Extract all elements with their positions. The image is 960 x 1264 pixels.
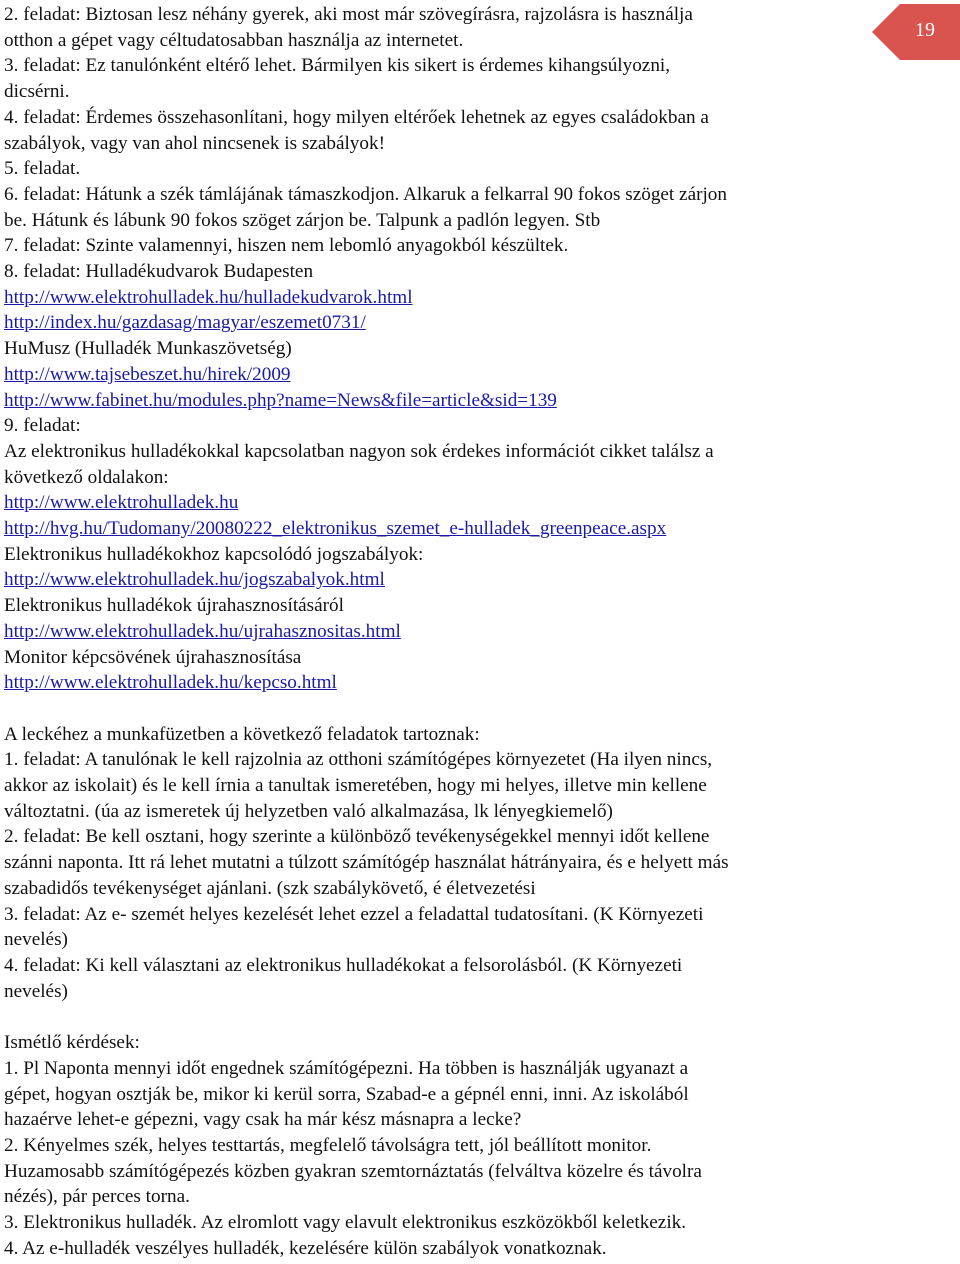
text-line: nézés), pár perces torna. [4,1186,190,1208]
text-line: Az elektronikus hulladékokkal kapcsolatban nagyon sok érdekes információt cikket találsz a [4,440,714,462]
text-line: Ismétlő kérdések: [4,1032,140,1054]
text-line: dicsérni. [4,81,70,103]
text-line: 4. feladat: Ki kell választani az elektronikus hulladékokat a felsorolásból. (K Környezeti [4,955,683,976]
link-line [4,567,864,593]
page-number: 19 [915,19,935,41]
text-line: szabályok, vagy van ahol nincsenek is szabályok! [4,132,385,154]
text-line: gépet, hogyan osztják be, mikor ki kerül sorra, Szabad-e a gépnél enni, inni. Az iskolából [4,1083,689,1105]
hyperlink[interactable]: http://www.elektrohulladek.hu/hulladekudvarok.html [4,286,413,308]
text-line: Huzamosabb számítógépezés közben gyakran szemtornáztatás (felváltva közelre és távolra [4,1160,702,1182]
hyperlink[interactable]: http://www.tajsebeszet.hu/hirek/2009 [4,363,291,385]
hyperlink[interactable]: http://www.elektrohulladek.hu/jogszabalyok.html [4,569,385,591]
text-line: nevelés) [4,980,68,1002]
hyperlink[interactable]: http://hvg.hu/Tudomany/20080222_elektronikus_szemet_e-hulladek_greenpeace.aspx [4,518,667,540]
text-line: 9. feladat: [4,415,81,437]
text-line: 2. feladat: Biztosan lesz néhány gyerek, aki most már szövegírásra, rajzolásra is használja [4,4,693,25]
text-line: szánni naponta. Itt rá lehet mutatni a túlzott számítógép használat hátrányaira, és e helyett más [4,852,729,874]
link-line [4,516,864,542]
text-line: 3. Elektronikus hulladék. Az elromlott vagy elavult elektronikus eszközökből keletkezik. [4,1212,687,1234]
text-line: 4. feladat: Érdemes összehasonlítani, hogy milyen eltérőek lehetnek az egyes családokban a [4,106,709,128]
text-line: 4. Az e-hulladék veszélyes hulladék, kezelésére külön szabályok vonatkoznak. [4,1237,607,1259]
text-line: 3. feladat: Ez tanulónként eltérő lehet. Bármilyen kis sikert is érdemes kihangsúlyozni, [4,55,671,77]
text-line: 1. Pl Naponta mennyi időt engednek számítógépezni. Ha többen is használják ugyanazt a [4,1057,689,1079]
link-line [4,490,864,516]
hyperlink[interactable]: http://index.hu/gazdasag/magyar/eszemet0731/ [4,312,366,334]
text-line: be. Hátunk és lábunk 90 fokos szöget zárjon be. Talpunk a padlón legyen. Stb [4,209,601,231]
text-line: 5. feladat. [4,158,81,180]
text-line: szabadidős tevékenységet ajánlani. (szk szabálykövető, é életvezetési [4,877,536,899]
text-line: akkor az iskolait) és le kell írnia a tanultak ismeretében, hogy mi helyes, illetve min kellene [4,775,707,797]
document-page [4,2,864,1261]
hyperlink[interactable]: http://www.fabinet.hu/modules.php?name=News&file=article&sid=139 [4,389,557,411]
text-line: otthon a gépet vagy céltudatosabban használja az internetet. [4,29,464,51]
text-line: következő oldalakon: [4,466,169,488]
text-line: változtatni. (úa az ismeretek új helyzetben való alkalmazása, lk lényegkiemelő) [4,800,613,822]
page-number-badge [872,4,960,60]
text-line: hazaérve lehet-e gépezni, vagy csak ha már kész másnapra a lecke? [4,1109,522,1131]
link-line [4,362,864,388]
link-line [4,619,864,645]
hyperlink[interactable]: http://www.elektrohulladek.hu/ujrahasznositas.html [4,620,401,642]
text-line: A leckéhez a munkafüzetben a következő feladatok tartoznak: [4,723,480,745]
text-line: 8. feladat: Hulladékudvarok Budapesten [4,261,314,283]
blank-line [4,696,864,722]
hyperlink[interactable]: http://www.elektrohulladek.hu [4,492,239,514]
link-line [4,388,864,414]
text-line: 1. feladat: A tanulónak le kell rajzolnia az otthoni számítógépes környezetet (Ha ilyen nincs, [4,749,713,771]
text-line: Monitor képcsövének újrahasznosítása [4,646,302,668]
hyperlink[interactable]: http://www.elektrohulladek.hu/kepcso.html [4,672,337,694]
text-line: 2. Kényelmes szék, helyes testtartás, megfelelő távolságra tett, jól beállított monitor. [4,1134,652,1156]
text-line: nevelés) [4,929,68,951]
text-line: 2. feladat: Be kell osztani, hogy szerinte a különböző tevékenységekkel mennyi időt kellene [4,826,710,848]
text-line: Elektronikus hulladékokhoz kapcsolódó jogszabályok: [4,543,424,565]
link-line [4,670,864,696]
text-line: 6. feladat: Hátunk a szék támlájának támaszkodjon. Alkaruk a felkarral 90 fokos szöget zárjon [4,183,727,205]
text-line: HuMusz (Hulladék Munkaszövetség) [4,338,292,360]
link-line [4,310,864,336]
blank-line [4,1004,864,1030]
link-line [4,285,864,311]
text-line: 7. feladat: Szinte valamennyi, hiszen nem lebomló anyagokból készültek. [4,235,569,257]
text-line: 3. feladat: Az e- szemét helyes kezelését lehet ezzel a feladattal tudatosítani. (K Környezeti [4,903,704,925]
text-line: Elektronikus hulladékok újrahasznosításáról [4,595,344,617]
